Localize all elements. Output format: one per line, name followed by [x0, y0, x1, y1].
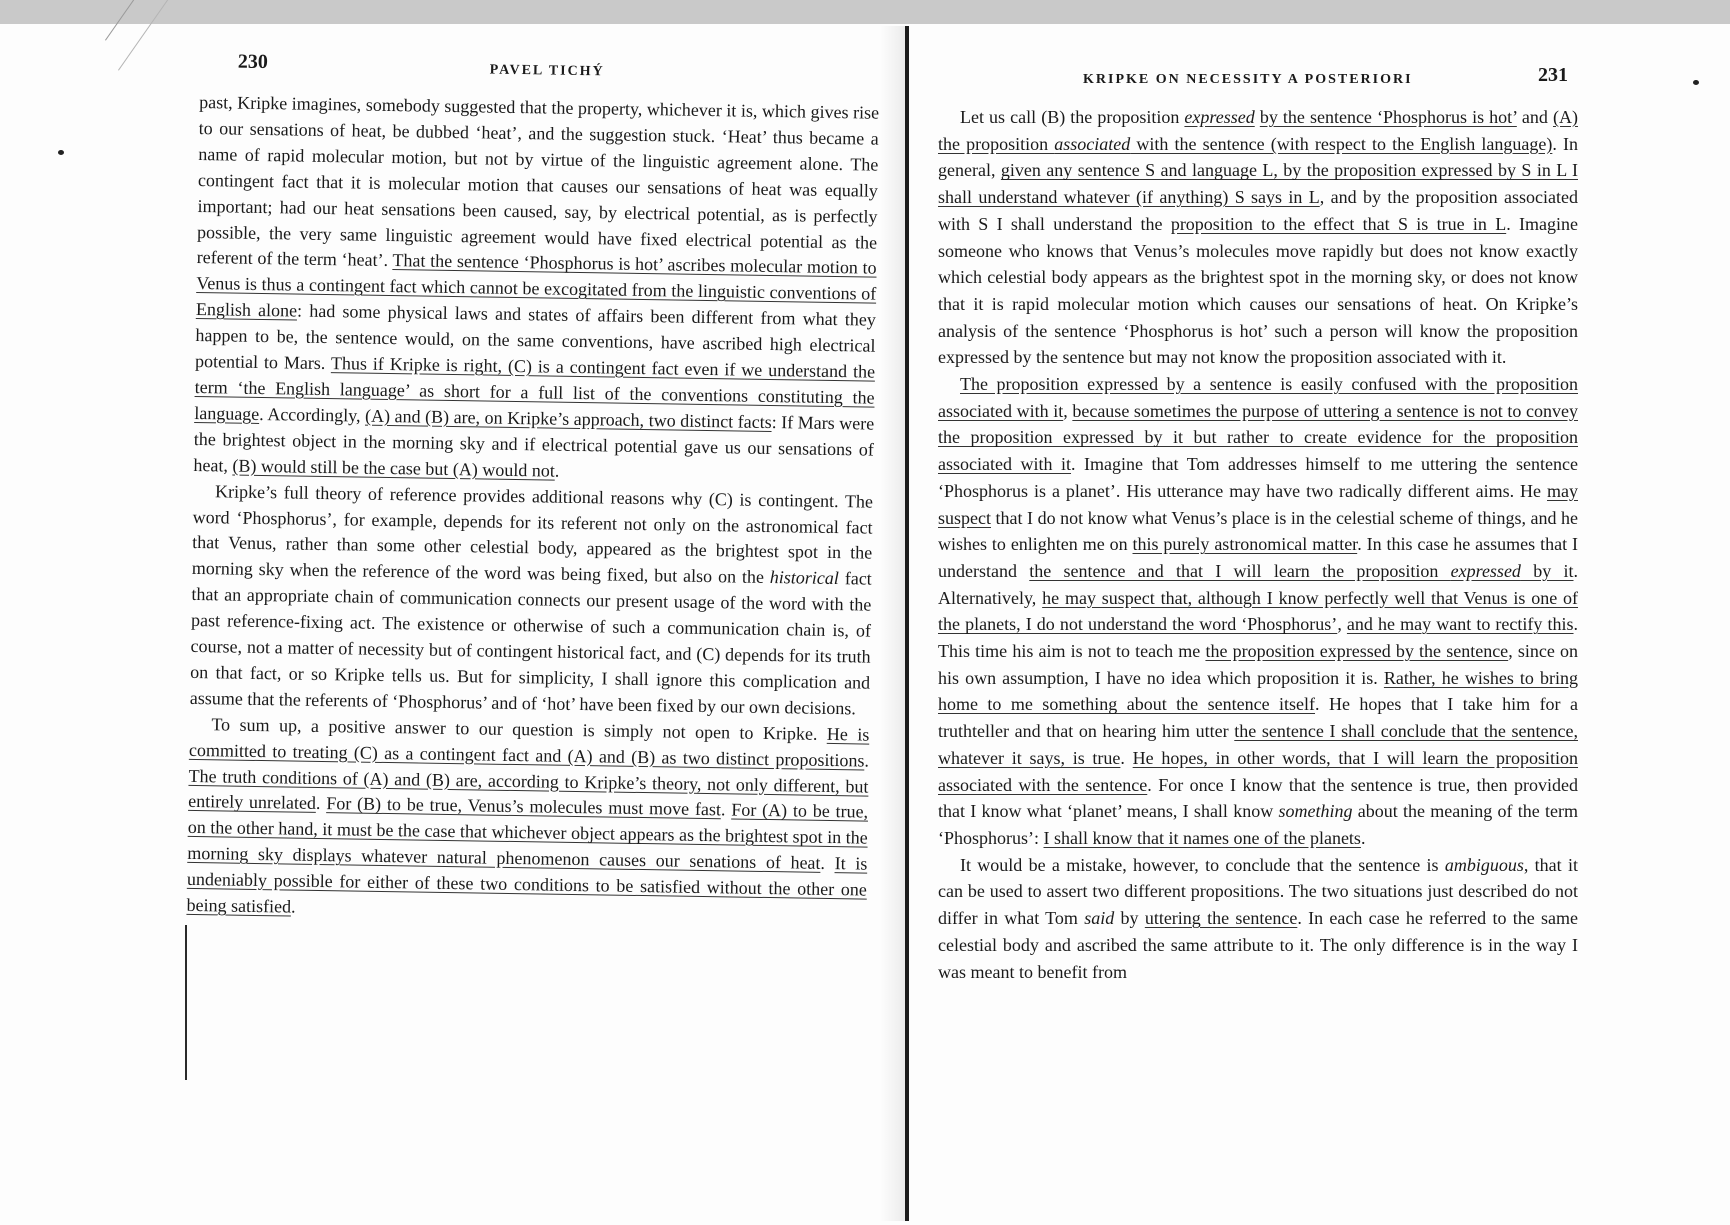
underlined-passage: this purely astronomical matter	[1132, 534, 1358, 555]
underlined-passage: I shall know that it names one of the planets	[1043, 827, 1361, 848]
text-segment: . Imagine someone who knows that Venus’s molecules move rapidly but does not know exactly which celestial body appears as the brightest spot in the morning sky, or does not know that it is rapid molecular motion which causes our sensations of heat. On Kripke’s analysis of the sentence ‘Phosphorus is hot’ such a person will know the proposition expressed by the sentence but may not know the proposition associated with it.	[938, 213, 1578, 368]
text-segment: . Imagine that Tom addresses himself to me uttering the sentence ‘Phosphorus is a planet’. His utterance may have two radically different aims. He	[938, 454, 1578, 501]
underlined-passage: given any sentence S and language L, by the proposition expressed by S in L I shall understand whatever (if anything) S says in L	[938, 160, 1578, 208]
text-segment: , that it can be used to assert two different propositions. The two situations just described do not differ in what Tom	[938, 854, 1578, 929]
text-segment: by	[1114, 908, 1145, 929]
underlined-passage: He hopes, in other words, that I will learn the proposition associated with the sentence	[938, 747, 1579, 795]
text-segment: . He hopes that I take him for a truthteller and that on hearing him utter	[938, 694, 1578, 742]
underlined-passage: That the sentence ‘Phosphorus is hot’ ascribes molecular motion to Venus is thus a contingent fact which cannot be excogitated from the linguistic conventions of English alone	[195, 250, 877, 321]
paragraph	[938, 852, 1578, 986]
underlined-passage: uttering the sentence	[1144, 908, 1298, 929]
text-segment: It would be a mistake, however, to conclude that the sentence is	[960, 854, 1445, 875]
paragraph	[190, 479, 874, 723]
emphasis-text: expressed	[1450, 560, 1521, 581]
underlined-passage: (B) would still be the case but (A) would not	[232, 455, 556, 481]
right-page	[938, 64, 1578, 985]
text-segment: Kripke’s full theory of reference provides additional reasons why (C) is contingent. The word ‘Phosphorus’, for example, depends for its referent not only on the astronomical fact that Venus, rather than some other celestial body, appeared as the brightest spot in the morning sky when the reference of the word was being fixed, but also on the	[191, 480, 874, 588]
text-segment: .	[554, 460, 560, 481]
underlined-passage: For (B) to be true, Venus’s molecules must move fast	[326, 793, 722, 820]
text-segment: .	[290, 896, 296, 917]
underlined-passage: He is committed to treating (C) as a contingent fact and (A) and (B) as two distinct propositions	[188, 723, 870, 771]
underlined-passage: because sometimes the purpose of uttering a sentence is not to convey the proposition expressed by it but rather to create evidence for the proposition associated with it	[938, 400, 1578, 475]
paragraph	[193, 90, 879, 489]
text-segment: To sum up, a positive answer to our question is simply not open to Kripke.	[211, 714, 828, 744]
underlined-passage: Thus if Kripke is right, (C) is a contingent fact even if we understand the term ‘the English language’ as short for a full list of the conventions constituting the language	[194, 353, 876, 424]
text-segment: : If Mars were the brightest object in the morning sky and if electrical potential gave us our sensations of heat,	[193, 411, 875, 476]
text-segment: .	[864, 750, 870, 771]
text-segment: . Accordingly,	[259, 403, 366, 426]
underlined-passage: by the sentence ‘Phosphorus is hot’	[1259, 107, 1517, 127]
page-number: 230	[237, 50, 268, 74]
text-segment: , and by the proposition associated with S I shall understand the	[938, 187, 1578, 234]
emphasis-text: said	[1084, 908, 1115, 929]
running-head: PAVEL TICHÝ	[489, 62, 605, 80]
gutter-shadow	[880, 26, 905, 1221]
text-segment: . Alternatively,	[938, 560, 1578, 608]
book-gutter	[905, 26, 909, 1221]
left-page	[186, 50, 880, 930]
margin-annotation-line	[185, 925, 187, 1080]
running-head: KRIPKE ON NECESSITY A POSTERIORI	[1083, 72, 1413, 87]
underlined-passage: (A) and (B) are, on Kripke’s approach, two distinct facts	[364, 405, 772, 432]
right-page-body	[938, 104, 1578, 985]
underlined-passage: For (A) to be true, on the other hand, it must be the case that whichever object appears as the brightest spot in the morning sky displays whatever natural phenomenon causes our senations of heat	[187, 799, 869, 874]
text-segment: past, Kripke imagines, somebody suggested that the property, whichever it is, which gives rise to our sensations of heat, be dubbed ‘heat’, and the suggestion stuck. ‘Heat’ thus became a name of rapid molecular motion, but not by virtue of the linguistic agreement alone. The contingent fact that it is molecular motion that causes our sensations of heat was equally important; had our heat sensations been caused, say, by electrical potential, as is perfectly possible, the very same linguistic agreement would have fixed electrical potential as the referent of the term ‘heat’.	[196, 91, 880, 271]
page-number: 231	[1538, 64, 1568, 86]
emphasis-text: historical	[769, 567, 840, 589]
emphasis-text: expressed	[1184, 107, 1255, 127]
text-segment: .	[1120, 747, 1133, 768]
paragraph	[938, 371, 1578, 852]
underlined-passage: may suspect	[938, 480, 1578, 528]
scan-background-top	[0, 0, 1730, 24]
underlined-passage: he may suspect that, although I know perfectly well that Venus is one of the planets, I do not understand the word ‘Phosphorus’	[938, 587, 1579, 635]
scan-speck	[58, 150, 64, 155]
underlined-passage: the sentence I shall conclude that the sentence, whatever it says, is true	[938, 721, 1578, 768]
underlined-passage: and he may want to rectify this	[1346, 614, 1574, 635]
underlined-passage: It is undeniably possible for either of these two conditions to be satisfied without the other one being satisfied	[186, 853, 868, 917]
underlined-passage: by it	[1520, 560, 1574, 581]
emphasis-text: something	[1278, 801, 1353, 822]
text-segment: Let us call (B) the proposition	[960, 107, 1185, 127]
text-segment: , since on his own assumption, I have no idea which proposition it is.	[938, 641, 1578, 688]
scan-speck	[1693, 80, 1699, 85]
text-segment: .	[1360, 827, 1366, 848]
text-segment: ,	[1337, 614, 1347, 635]
text-segment: fact that an appropriate chain of communication connects our present usage of the word with the past reference-fixing act. The existence or otherwise of such a communication chain is, of course, not a matter of necessity but of contingent historical fact, and (C) depends for its truth on that fact, or so Kripke tells us. But for simplicity, I shall ignore this complication and assume that the referents of ‘Phosphorus’ and of ‘hot’ have been fixed by our own decisions.	[189, 568, 872, 719]
underlined-passage: the proposition expressed by the sentence	[1205, 641, 1509, 662]
paragraph	[186, 712, 869, 930]
text-segment: . In each case he referred to the same celestial body and ascribed the same attribute to it. The only difference is in the way I was meant to benefit from	[938, 908, 1578, 982]
text-segment: ,	[1063, 400, 1073, 421]
text-segment: .	[820, 853, 835, 874]
text-segment: .	[315, 793, 327, 814]
emphasis-text: ambiguous	[1444, 854, 1524, 875]
text-segment: and	[1516, 107, 1553, 127]
text-segment: . This time his aim is not to teach me	[938, 614, 1579, 662]
underlined-passage: with the sentence (with respect to the English language)	[1130, 133, 1553, 154]
underlined-passage: The truth conditions of (A) and (B) are, according to Kripke’s theory, not only different, but entirely unrelated	[188, 765, 869, 814]
paragraph	[938, 104, 1578, 371]
underlined-passage: The proposition expressed by a sentence is easily confused with the proposition associated with it	[938, 374, 1578, 421]
text-segment: about the meaning of the term ‘Phosphorus’:	[938, 801, 1578, 848]
text-segment: . In this case he assumes that I understand	[938, 534, 1578, 581]
underlined-passage: Rather, he wishes to bring home to me something about the sentence itself	[938, 667, 1578, 715]
text-segment: that I do not know what Venus’s place is in the celestial scheme of things, and he wishes to enlighten me on	[938, 507, 1578, 555]
left-page-body	[186, 90, 879, 930]
text-segment: .	[720, 799, 732, 820]
emphasis-text: associated	[1054, 133, 1131, 154]
text-segment: : had some physical laws and states of affairs been different from what they happen to be, the sentence would, on the same conventions, have ascribed high electrical potential to Mars.	[194, 300, 877, 374]
text-segment: . In general,	[938, 133, 1578, 181]
right-page-header	[938, 64, 1578, 104]
underlined-passage: proposition to the effect that S is true in L	[1170, 213, 1507, 234]
underlined-passage: the sentence and that I will learn the proposition	[1029, 560, 1451, 581]
text-segment: . For once I know that the sentence is true, then provided that I know what ‘planet’ means, I shall know	[938, 774, 1578, 822]
underlined-passage: (A) the proposition	[938, 107, 1578, 154]
